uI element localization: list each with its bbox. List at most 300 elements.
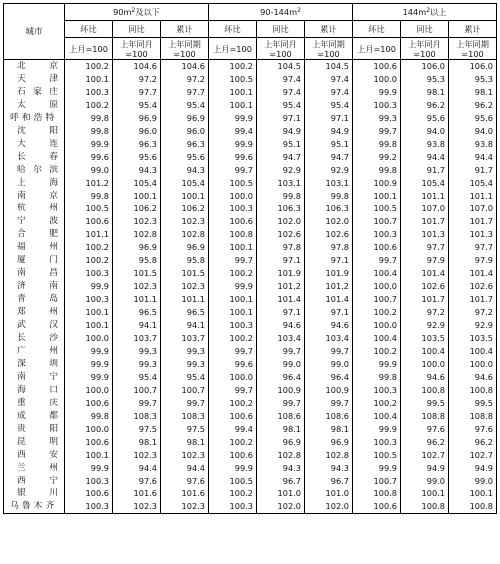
index-value-cell: 100.3 xyxy=(65,500,113,513)
table-row xyxy=(4,228,497,241)
table-row xyxy=(4,99,497,112)
index-value-cell: 96.4 xyxy=(257,371,305,384)
index-value-cell: 104.6 xyxy=(113,60,161,73)
index-value-cell: 100.0 xyxy=(209,371,257,384)
city-cell: 贵 阳 xyxy=(4,423,65,436)
index-value-cell: 96.5 xyxy=(113,306,161,319)
index-value-cell: 101.7 xyxy=(401,293,449,306)
index-value-cell: 96.2 xyxy=(449,99,497,112)
city-column-header: 城市 xyxy=(4,4,65,60)
index-value-cell: 100.2 xyxy=(65,241,113,254)
group-header-medium: $90-144m^2$ xyxy=(209,4,353,21)
index-value-cell: 103.1 xyxy=(257,177,305,190)
index-value-cell: 99.9 xyxy=(353,462,401,475)
index-value-cell: 101.4 xyxy=(449,267,497,280)
index-value-cell: 99.7 xyxy=(305,397,353,410)
index-value-cell: 96.7 xyxy=(257,475,305,488)
table-row xyxy=(4,449,497,462)
city-cell: 乌鲁木齐 xyxy=(4,500,65,513)
base-label-prev-month: 上月=100 xyxy=(209,38,257,60)
index-value-cell: 107.0 xyxy=(449,202,497,215)
index-value-cell: 95.1 xyxy=(257,138,305,151)
index-value-cell: 99.8 xyxy=(257,190,305,203)
index-value-cell: 99.8 xyxy=(353,164,401,177)
index-value-cell: 96.9 xyxy=(257,436,305,449)
index-value-cell: 102.0 xyxy=(305,215,353,228)
index-value-cell: 100.9 xyxy=(257,384,305,397)
index-value-cell: 97.7 xyxy=(449,241,497,254)
index-value-cell: 100.1 xyxy=(65,306,113,319)
index-value-cell: 97.7 xyxy=(401,241,449,254)
city-cell: 太 原 xyxy=(4,99,65,112)
index-value-cell: 100.6 xyxy=(65,436,113,449)
index-value-cell: 100.6 xyxy=(209,410,257,423)
index-value-cell: 100.5 xyxy=(209,177,257,190)
index-value-cell: 99.7 xyxy=(353,254,401,267)
table-row xyxy=(4,306,497,319)
index-value-cell: 97.1 xyxy=(305,254,353,267)
index-value-cell: 102.8 xyxy=(161,228,209,241)
index-value-cell: 97.6 xyxy=(401,423,449,436)
index-value-cell: 99.5 xyxy=(401,397,449,410)
index-value-cell: 100.2 xyxy=(65,60,113,73)
index-value-cell: 99.3 xyxy=(161,345,209,358)
index-value-cell: 97.5 xyxy=(113,423,161,436)
index-value-cell: 100.0 xyxy=(209,190,257,203)
index-value-cell: 95.4 xyxy=(161,99,209,112)
index-value-cell: 97.8 xyxy=(257,241,305,254)
index-value-cell: 98.1 xyxy=(113,436,161,449)
index-value-cell: 94.3 xyxy=(161,164,209,177)
base-label-prev-month: 上月=100 xyxy=(65,38,113,60)
city-cell: 成 都 xyxy=(4,410,65,423)
index-value-cell: 94.9 xyxy=(305,125,353,138)
index-value-cell: 101.4 xyxy=(305,293,353,306)
index-value-cell: 97.2 xyxy=(113,73,161,86)
index-value-cell: 100.2 xyxy=(209,436,257,449)
index-value-cell: 97.2 xyxy=(449,306,497,319)
index-value-cell: 104.6 xyxy=(161,60,209,73)
index-value-cell: 99.9 xyxy=(353,423,401,436)
index-value-cell: 100.4 xyxy=(353,267,401,280)
index-value-cell: 99.7 xyxy=(113,397,161,410)
city-cell: 青 岛 xyxy=(4,293,65,306)
index-value-cell: 94.1 xyxy=(113,319,161,332)
index-value-cell: 100.5 xyxy=(353,449,401,462)
index-value-cell: 94.0 xyxy=(449,125,497,138)
index-value-cell: 100.1 xyxy=(209,86,257,99)
index-value-cell: 100.3 xyxy=(209,500,257,513)
index-value-cell: 96.5 xyxy=(161,306,209,319)
index-value-cell: 102.0 xyxy=(305,500,353,513)
index-value-cell: 99.7 xyxy=(353,125,401,138)
index-value-cell: 103.4 xyxy=(305,332,353,345)
index-value-cell: 102.7 xyxy=(401,449,449,462)
table-row xyxy=(4,112,497,125)
index-value-cell: 100.2 xyxy=(209,397,257,410)
index-value-cell: 96.4 xyxy=(305,371,353,384)
index-value-cell: 99.9 xyxy=(209,112,257,125)
index-value-cell: 99.7 xyxy=(209,164,257,177)
index-value-cell: 100.5 xyxy=(209,73,257,86)
base-label-same-month: 上年同月=100 xyxy=(401,38,449,60)
index-value-cell: 97.1 xyxy=(305,306,353,319)
index-value-cell: 99.7 xyxy=(257,397,305,410)
index-value-cell: 95.3 xyxy=(401,73,449,86)
index-value-cell: 100.3 xyxy=(65,267,113,280)
city-cell: 昆 明 xyxy=(4,436,65,449)
index-value-cell: 100.2 xyxy=(353,306,401,319)
index-value-cell: 94.6 xyxy=(449,371,497,384)
index-value-cell: 94.9 xyxy=(449,462,497,475)
sub-header-mom: 环比 xyxy=(209,21,257,38)
index-value-cell: 94.3 xyxy=(113,164,161,177)
index-value-cell: 102.8 xyxy=(257,449,305,462)
index-value-cell: 99.7 xyxy=(209,345,257,358)
index-value-cell: 97.4 xyxy=(257,86,305,99)
index-value-cell: 102.3 xyxy=(113,449,161,462)
index-value-cell: 108.6 xyxy=(257,410,305,423)
price-index-table xyxy=(3,3,497,514)
index-value-cell: 99.8 xyxy=(65,190,113,203)
index-value-cell: 98.1 xyxy=(401,86,449,99)
index-value-cell: 106.3 xyxy=(305,202,353,215)
index-value-cell: 101.6 xyxy=(161,487,209,500)
index-value-cell: 99.0 xyxy=(449,475,497,488)
index-value-cell: 95.4 xyxy=(305,99,353,112)
index-value-cell: 100.6 xyxy=(353,60,401,73)
index-value-cell: 100.0 xyxy=(65,423,113,436)
table-row xyxy=(4,202,497,215)
index-value-cell: 94.4 xyxy=(161,462,209,475)
index-value-cell: 100.0 xyxy=(353,280,401,293)
index-value-cell: 95.4 xyxy=(161,371,209,384)
index-value-cell: 99.3 xyxy=(113,358,161,371)
index-value-cell: 100.3 xyxy=(65,293,113,306)
index-value-cell: 105.4 xyxy=(113,177,161,190)
index-value-cell: 96.2 xyxy=(401,436,449,449)
city-cell: 哈尔滨 xyxy=(4,164,65,177)
index-value-cell: 100.7 xyxy=(353,475,401,488)
index-value-cell: 100.0 xyxy=(65,332,113,345)
index-value-cell: 99.6 xyxy=(209,151,257,164)
table-row xyxy=(4,462,497,475)
city-cell: 天 津 xyxy=(4,73,65,86)
index-value-cell: 99.3 xyxy=(353,112,401,125)
base-label-prev-month: 上月=100 xyxy=(353,38,401,60)
index-value-cell: 95.8 xyxy=(161,254,209,267)
index-value-cell: 101.3 xyxy=(401,228,449,241)
index-value-cell: 100.1 xyxy=(65,73,113,86)
index-value-cell: 101.9 xyxy=(305,267,353,280)
index-value-cell: 102.3 xyxy=(113,500,161,513)
index-value-cell: 92.9 xyxy=(305,164,353,177)
index-value-cell: 100.2 xyxy=(353,345,401,358)
index-value-cell: 94.7 xyxy=(257,151,305,164)
index-value-cell: 102.6 xyxy=(257,228,305,241)
index-value-cell: 95.3 xyxy=(449,73,497,86)
index-value-cell: 96.3 xyxy=(113,138,161,151)
index-value-cell: 100.2 xyxy=(65,99,113,112)
index-value-cell: 99.0 xyxy=(65,164,113,177)
table-row xyxy=(4,267,497,280)
index-value-cell: 100.7 xyxy=(353,215,401,228)
index-value-cell: 101.6 xyxy=(113,487,161,500)
index-value-cell: 99.7 xyxy=(161,397,209,410)
index-value-cell: 92.9 xyxy=(401,319,449,332)
index-value-cell: 100.8 xyxy=(401,384,449,397)
table-row xyxy=(4,345,497,358)
index-value-cell: 100.4 xyxy=(353,410,401,423)
city-cell: 海 口 xyxy=(4,384,65,397)
index-value-cell: 108.3 xyxy=(113,410,161,423)
index-value-cell: 103.1 xyxy=(305,177,353,190)
index-value-cell: 102.3 xyxy=(161,449,209,462)
city-cell: 厦 门 xyxy=(4,254,65,267)
index-value-cell: 99.8 xyxy=(305,190,353,203)
index-value-cell: 96.2 xyxy=(401,99,449,112)
index-value-cell: 100.8 xyxy=(449,384,497,397)
index-value-cell: 108.8 xyxy=(401,410,449,423)
index-value-cell: 100.6 xyxy=(353,241,401,254)
index-value-cell: 94.4 xyxy=(113,462,161,475)
index-value-cell: 99.3 xyxy=(113,345,161,358)
index-value-cell: 97.9 xyxy=(401,254,449,267)
table-row xyxy=(4,177,497,190)
index-value-cell: 100.2 xyxy=(353,397,401,410)
index-value-cell: 101.0 xyxy=(257,487,305,500)
index-value-cell: 102.3 xyxy=(161,500,209,513)
index-value-cell: 102.0 xyxy=(257,500,305,513)
index-value-cell: 96.7 xyxy=(305,475,353,488)
city-cell: 南 宁 xyxy=(4,371,65,384)
index-value-cell: 100.4 xyxy=(401,345,449,358)
index-value-cell: 100.1 xyxy=(353,190,401,203)
table-row xyxy=(4,410,497,423)
base-label-same-month: 上年同月=100 xyxy=(113,38,161,60)
index-value-cell: 101.2 xyxy=(257,280,305,293)
index-value-cell: 97.5 xyxy=(161,423,209,436)
index-value-cell: 99.9 xyxy=(353,358,401,371)
index-value-cell: 102.8 xyxy=(305,449,353,462)
index-value-cell: 100.3 xyxy=(65,475,113,488)
index-value-cell: 96.0 xyxy=(161,125,209,138)
index-value-cell: 101.0 xyxy=(305,487,353,500)
index-value-cell: 103.7 xyxy=(161,332,209,345)
table-row xyxy=(4,151,497,164)
index-value-cell: 99.6 xyxy=(65,151,113,164)
index-value-cell: 94.0 xyxy=(401,125,449,138)
table-row xyxy=(4,358,497,371)
table-row xyxy=(4,125,497,138)
index-value-cell: 100.2 xyxy=(209,487,257,500)
table-row xyxy=(4,397,497,410)
index-value-cell: 100.3 xyxy=(353,384,401,397)
city-cell: 长 春 xyxy=(4,151,65,164)
index-value-cell: 106.3 xyxy=(257,202,305,215)
index-value-cell: 100.4 xyxy=(449,345,497,358)
index-value-cell: 101.1 xyxy=(161,293,209,306)
index-value-cell: 100.7 xyxy=(161,384,209,397)
index-value-cell: 102.3 xyxy=(113,215,161,228)
table-row xyxy=(4,73,497,86)
index-value-cell: 100.3 xyxy=(353,99,401,112)
table-row xyxy=(4,384,497,397)
index-value-cell: 96.9 xyxy=(161,112,209,125)
index-value-cell: 97.1 xyxy=(257,306,305,319)
index-value-cell: 99.7 xyxy=(257,345,305,358)
index-value-cell: 100.1 xyxy=(113,190,161,203)
index-value-cell: 97.6 xyxy=(449,423,497,436)
city-cell: 深 圳 xyxy=(4,358,65,371)
sub-header-yoy: 同比 xyxy=(257,21,305,38)
index-value-cell: 100.3 xyxy=(209,202,257,215)
index-value-cell: 106.2 xyxy=(161,202,209,215)
index-value-cell: 94.4 xyxy=(401,151,449,164)
table-row xyxy=(4,293,497,306)
index-value-cell: 100.1 xyxy=(65,319,113,332)
index-value-cell: 100.2 xyxy=(209,267,257,280)
index-value-cell: 95.8 xyxy=(113,254,161,267)
table-row xyxy=(4,60,497,73)
base-label-same-month: 上年同月=100 xyxy=(257,38,305,60)
index-value-cell: 100.3 xyxy=(65,86,113,99)
index-value-cell: 100.7 xyxy=(113,384,161,397)
city-cell: 合 肥 xyxy=(4,228,65,241)
index-value-cell: 92.9 xyxy=(257,164,305,177)
index-value-cell: 100.8 xyxy=(353,487,401,500)
table-row xyxy=(4,371,497,384)
index-value-cell: 99.8 xyxy=(65,112,113,125)
index-value-cell: 94.4 xyxy=(449,151,497,164)
index-value-cell: 100.2 xyxy=(209,60,257,73)
index-value-cell: 100.8 xyxy=(401,500,449,513)
table-row xyxy=(4,332,497,345)
index-value-cell: 99.0 xyxy=(401,475,449,488)
index-value-cell: 101.5 xyxy=(161,267,209,280)
index-value-cell: 99.0 xyxy=(305,358,353,371)
sub-header-yoy: 同比 xyxy=(401,21,449,38)
index-value-cell: 94.7 xyxy=(305,151,353,164)
table-row xyxy=(4,190,497,203)
city-cell: 大 连 xyxy=(4,138,65,151)
city-cell: 杭 州 xyxy=(4,202,65,215)
city-cell: 宁 波 xyxy=(4,215,65,228)
index-value-cell: 100.0 xyxy=(401,358,449,371)
index-value-cell: 99.5 xyxy=(449,397,497,410)
index-value-cell: 95.4 xyxy=(113,99,161,112)
table-row xyxy=(4,500,497,513)
index-value-cell: 96.0 xyxy=(113,125,161,138)
index-value-cell: 97.2 xyxy=(401,306,449,319)
index-value-cell: 102.6 xyxy=(449,280,497,293)
city-cell: 济 南 xyxy=(4,280,65,293)
index-value-cell: 93.8 xyxy=(449,138,497,151)
index-value-cell: 100.7 xyxy=(353,293,401,306)
index-value-cell: 103.5 xyxy=(401,332,449,345)
index-value-cell: 101.2 xyxy=(305,280,353,293)
index-value-cell: 101.1 xyxy=(449,190,497,203)
index-value-cell: 98.1 xyxy=(161,436,209,449)
index-value-cell: 98.1 xyxy=(449,86,497,99)
city-cell: 武 汉 xyxy=(4,319,65,332)
index-value-cell: 102.7 xyxy=(449,449,497,462)
table-row xyxy=(4,423,497,436)
index-value-cell: 100.9 xyxy=(353,177,401,190)
index-value-cell: 92.9 xyxy=(449,319,497,332)
index-value-cell: 97.4 xyxy=(305,86,353,99)
index-value-cell: 100.5 xyxy=(65,202,113,215)
sub-header-yoy: 同比 xyxy=(113,21,161,38)
index-value-cell: 95.4 xyxy=(113,371,161,384)
index-value-cell: 99.3 xyxy=(161,358,209,371)
index-value-cell: 106.2 xyxy=(113,202,161,215)
index-value-cell: 100.9 xyxy=(305,384,353,397)
index-value-cell: 96.9 xyxy=(161,241,209,254)
index-value-cell: 97.1 xyxy=(257,254,305,267)
sub-header-mom: 环比 xyxy=(65,21,113,38)
table-row xyxy=(4,475,497,488)
sub-header-mom: 环比 xyxy=(353,21,401,38)
index-value-cell: 95.4 xyxy=(257,99,305,112)
city-cell: 兰 州 xyxy=(4,462,65,475)
index-value-cell: 100.1 xyxy=(209,99,257,112)
index-value-cell: 98.1 xyxy=(257,423,305,436)
table-body xyxy=(4,60,497,514)
index-value-cell: 96.9 xyxy=(113,112,161,125)
index-value-cell: 99.8 xyxy=(65,410,113,423)
index-value-cell: 97.1 xyxy=(305,112,353,125)
city-cell: 上 海 xyxy=(4,177,65,190)
city-cell: 长 沙 xyxy=(4,332,65,345)
index-value-cell: 97.6 xyxy=(161,475,209,488)
index-value-cell: 96.3 xyxy=(161,138,209,151)
index-value-cell: 97.7 xyxy=(113,86,161,99)
index-value-cell: 97.8 xyxy=(305,241,353,254)
index-value-cell: 100.5 xyxy=(209,475,257,488)
index-value-cell: 102.3 xyxy=(161,215,209,228)
index-value-cell: 107.0 xyxy=(401,202,449,215)
index-value-cell: 99.6 xyxy=(209,358,257,371)
index-value-cell: 97.7 xyxy=(161,86,209,99)
index-value-cell: 101.3 xyxy=(449,228,497,241)
index-value-cell: 101.5 xyxy=(113,267,161,280)
index-value-cell: 102.3 xyxy=(161,280,209,293)
index-value-cell: 99.2 xyxy=(353,151,401,164)
index-value-cell: 96.9 xyxy=(113,241,161,254)
index-value-cell: 100.8 xyxy=(209,228,257,241)
index-value-cell: 102.6 xyxy=(305,228,353,241)
index-value-cell: 99.9 xyxy=(65,345,113,358)
index-value-cell: 102.8 xyxy=(113,228,161,241)
index-value-cell: 100.1 xyxy=(401,487,449,500)
table-row xyxy=(4,164,497,177)
index-value-cell: 103.5 xyxy=(449,332,497,345)
index-value-cell: 100.0 xyxy=(65,384,113,397)
index-value-cell: 99.9 xyxy=(65,280,113,293)
index-value-cell: 100.3 xyxy=(353,228,401,241)
city-cell: 石家庄 xyxy=(4,86,65,99)
index-value-cell: 94.6 xyxy=(257,319,305,332)
index-value-cell: 105.4 xyxy=(401,177,449,190)
index-value-cell: 99.9 xyxy=(65,371,113,384)
city-cell: 广 州 xyxy=(4,345,65,358)
index-value-cell: 100.1 xyxy=(209,293,257,306)
city-cell: 郑 州 xyxy=(4,306,65,319)
table-row xyxy=(4,319,497,332)
index-value-cell: 100.5 xyxy=(353,202,401,215)
table-row xyxy=(4,138,497,151)
